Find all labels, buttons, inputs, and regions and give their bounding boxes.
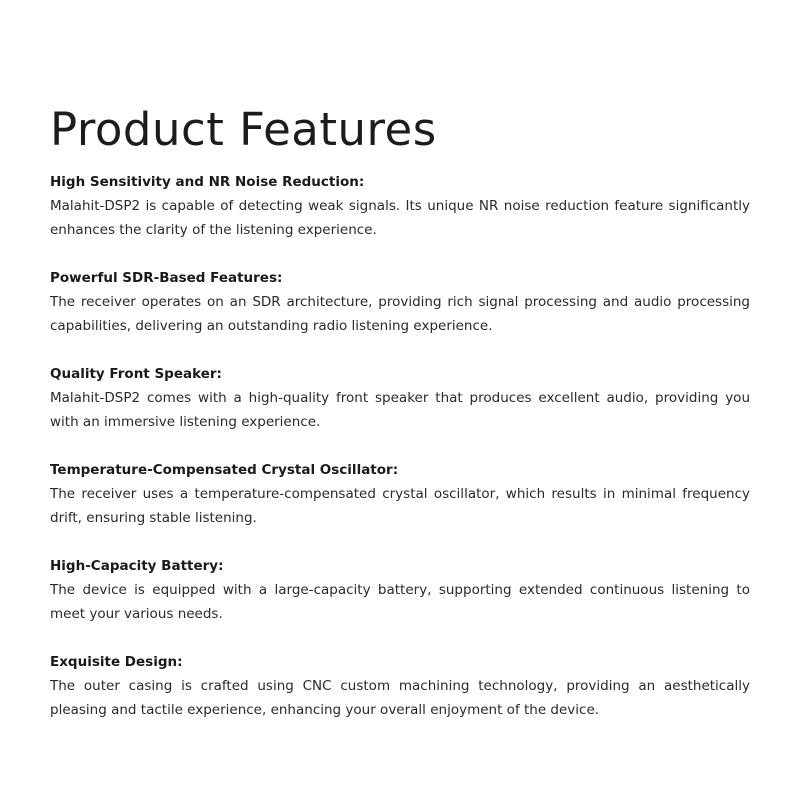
page-title: Product Features <box>50 103 437 156</box>
product-features-document <box>50 100 750 746</box>
feature-description: The receiver uses a temperature-compensated crystal oscillator, which results in minimal frequency drift, ensuring stable listening. <box>50 486 750 526</box>
feature-description: Malahit-DSP2 comes with a high-quality front speaker that produces excellent audio, providing you with an immersive listening experience. <box>50 390 750 430</box>
feature-heading: Temperature-Compensated Crystal Oscillator: <box>50 462 399 478</box>
feature-heading: High-Capacity Battery: <box>50 558 224 574</box>
feature-design <box>50 650 750 722</box>
feature-sdr <box>50 266 750 338</box>
feature-heading: High Sensitivity and NR Noise Reduction: <box>50 174 365 190</box>
feature-description: The outer casing is crafted using CNC custom machining technology, providing an aesthetically pleasing and tactile experience, enhancing your overall enjoyment of the device. <box>50 678 750 718</box>
feature-oscillator <box>50 458 750 530</box>
feature-description: The device is equipped with a large-capacity battery, supporting extended continuous listening to meet your various needs. <box>50 582 750 622</box>
feature-battery <box>50 554 750 626</box>
feature-heading: Exquisite Design: <box>50 654 183 670</box>
feature-heading: Powerful SDR-Based Features: <box>50 270 283 286</box>
feature-description: Malahit-DSP2 is capable of detecting weak signals. Its unique NR noise reduction feature significantly enhances the clarity of the listening experience. <box>50 198 750 238</box>
feature-speaker <box>50 362 750 434</box>
feature-description: The receiver operates on an SDR architecture, providing rich signal processing and audio processing capabilities, delivering an outstanding radio listening experience. <box>50 294 750 334</box>
feature-sensitivity <box>50 170 750 242</box>
feature-heading: Quality Front Speaker: <box>50 366 222 382</box>
feature-list <box>50 170 750 722</box>
